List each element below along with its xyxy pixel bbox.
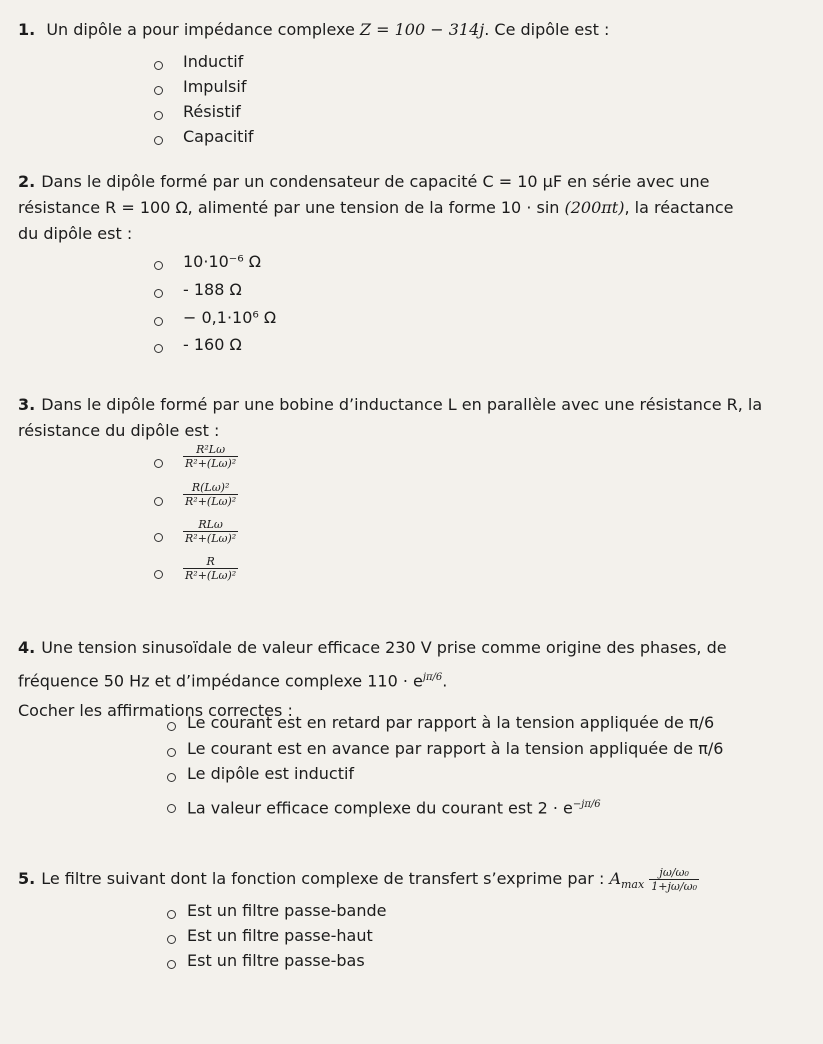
fraction-numerator: RLω (198, 518, 223, 531)
radio-button[interactable] (154, 344, 163, 353)
question-1 (18, 18, 809, 42)
amplitude-symbol: A (609, 869, 621, 888)
question-text-line2: résistance du dipôle est : (18, 421, 220, 440)
question-text: Un dipôle a pour impédance complexe (46, 20, 360, 39)
radio-button[interactable] (154, 111, 163, 120)
question-text-line3: du dipôle est : (18, 224, 133, 243)
radio-button[interactable] (154, 497, 163, 506)
option-label[interactable]: Le courant est en avance par rapport à la tension appliquée de π/6 (187, 739, 724, 758)
question-number: 5. (18, 869, 36, 888)
question-text-line1: Dans le dipôle formé par un condensateur de capacité C = 10 µF en série avec une (41, 172, 710, 191)
radio-button[interactable] (154, 317, 163, 326)
fraction-denominator: R²+(Lω)² (185, 569, 237, 582)
amplitude-subscript: max (621, 878, 645, 892)
radio-button[interactable] (167, 935, 176, 944)
option-label[interactable]: Capacitif (183, 127, 254, 146)
radio-button[interactable] (154, 61, 163, 70)
question-number: 4. (18, 638, 36, 657)
option-label[interactable]: - 188 Ω (183, 280, 242, 299)
fraction-denominator: 1+jω/ω₀ (651, 880, 697, 893)
option-label[interactable]: Impulsif (183, 77, 247, 96)
question-number: 3. (18, 395, 36, 414)
question-number: 2. (18, 172, 36, 191)
radio-button[interactable] (154, 533, 163, 542)
question-4: 4. Une tension sinusoïdale de valeur efficace 230 V prise comme origine des phases, de fréquence 50 Hz et d’impédance complexe $110 \cdot e^{j\pi/6}$. Cocher les affirmations correctes : (18, 633, 809, 726)
fraction-numerator: R(Lω)² (191, 481, 230, 494)
question-text: Le filtre suivant dont la fonction complexe de transfert s’exprime par : (41, 869, 610, 888)
option-label[interactable]: - 160 Ω (183, 335, 242, 354)
radio-button[interactable] (154, 459, 163, 468)
option-fraction[interactable] (183, 555, 238, 582)
fraction-denominator: R²+(Lω)² (185, 457, 237, 470)
question-text-line2: résistance R = 100 Ω, alimenté par une tension de la forme 10 · sin (18, 198, 565, 217)
exponent: jπ/6 (422, 672, 443, 683)
radio-button[interactable] (167, 722, 176, 731)
option-label[interactable]: Est un filtre passe-bas (187, 951, 365, 970)
option-label[interactable]: Est un filtre passe-haut (187, 926, 373, 945)
fraction-denominator: R²+(Lω)² (185, 532, 237, 545)
option-label[interactable]: Le dipôle est inductif (187, 764, 355, 783)
exponent: −jπ/6 (572, 799, 601, 810)
option-fraction[interactable] (183, 443, 238, 470)
question-text-line2-end: , la réactance (624, 198, 734, 217)
question-number: 1. (18, 20, 36, 39)
fraction-numerator: jω/ω₀ (659, 866, 689, 879)
question-2 (18, 169, 809, 247)
question-text-end: . Ce dipôle est : (484, 20, 610, 39)
question-3 (18, 392, 809, 444)
option-label[interactable]: Est un filtre passe-bande (187, 901, 387, 920)
radio-button[interactable] (167, 748, 176, 757)
radio-button[interactable] (167, 910, 176, 919)
question-text-line2: fréquence 50 Hz et d’impédance complexe 110 · e (18, 671, 423, 691)
transfer-fraction (649, 866, 699, 893)
fraction-denominator: R²+(Lω)² (185, 495, 237, 508)
radio-button[interactable] (167, 804, 176, 813)
radio-button[interactable] (167, 773, 176, 782)
radio-button[interactable] (154, 136, 163, 145)
question-text-line1: Une tension sinusoïdale de valeur efficace 230 V prise comme origine des phases, de (41, 638, 727, 657)
option-label[interactable]: Le courant est en retard par rapport à la tension appliquée de π/6 (187, 713, 715, 732)
question-5 (18, 866, 809, 897)
radio-button[interactable] (154, 261, 163, 270)
radio-button[interactable] (154, 289, 163, 298)
option-fraction[interactable] (183, 518, 238, 545)
fraction-numerator: R²Lω (196, 443, 226, 456)
option-label[interactable] (187, 794, 601, 819)
option-label[interactable]: − 0,1·10⁶ Ω (183, 308, 277, 327)
question-text-line3: Cocher les affirmations correctes : (18, 701, 293, 721)
radio-button[interactable] (154, 86, 163, 95)
sine-argument-math: (200πt) (564, 198, 625, 217)
radio-button[interactable] (167, 960, 176, 969)
fraction-numerator: R (206, 555, 215, 568)
question-text-line1: Dans le dipôle formé par une bobine d’inductance L en parallèle avec une résistance R, la (41, 395, 763, 414)
option-label[interactable]: Inductif (183, 52, 244, 71)
option-label[interactable]: 10·10⁻⁶ Ω (183, 252, 261, 271)
option-label[interactable]: Résistif (183, 102, 241, 121)
radio-button[interactable] (154, 570, 163, 579)
impedance-math: Z = 100 − 314j (359, 20, 485, 39)
option-text: La valeur efficace complexe du courant est 2 · e (187, 798, 573, 818)
option-fraction[interactable] (183, 481, 238, 508)
